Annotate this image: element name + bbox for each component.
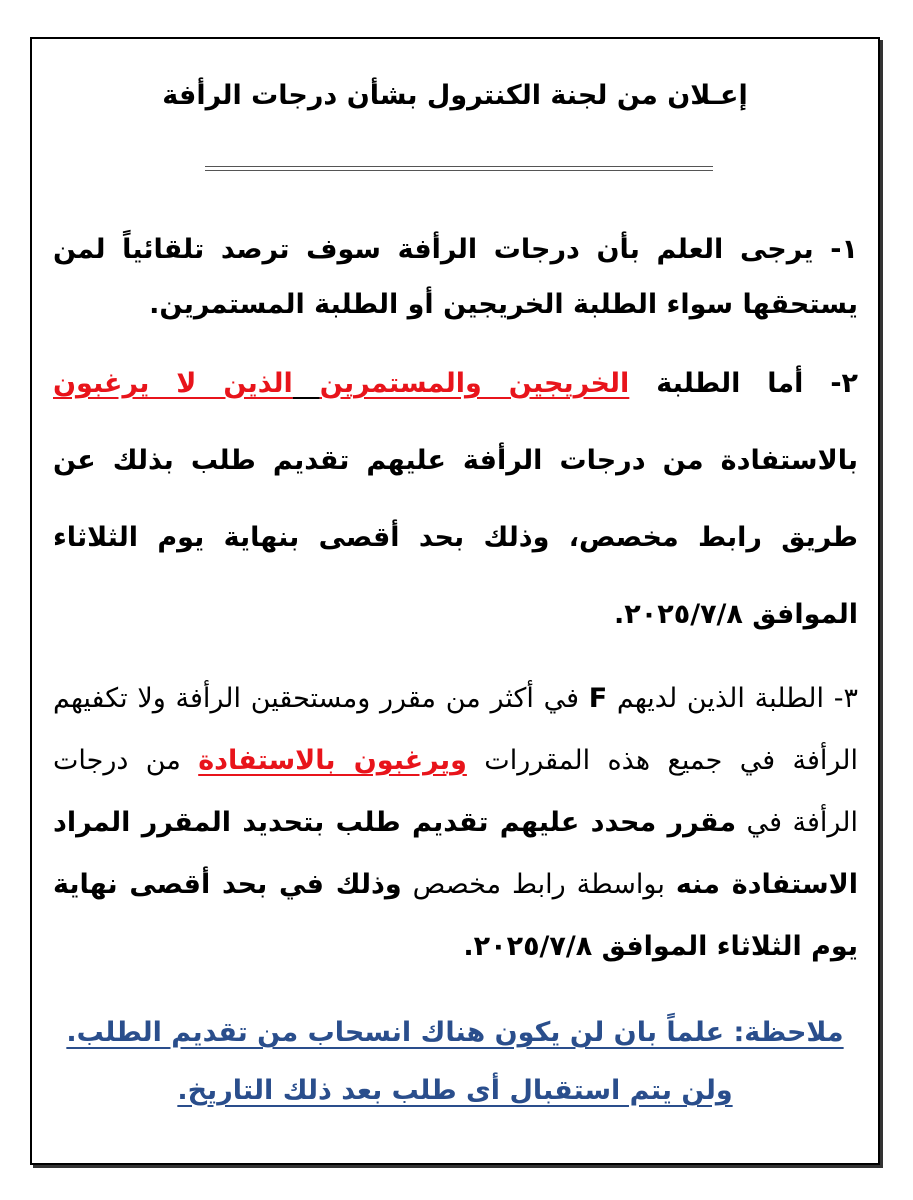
item-2-highlight-graduates: الخريجين والمستمرين <box>319 368 630 399</box>
title-divider-secondary <box>205 170 713 171</box>
item-2-prefix: ٢- أما الطلبة <box>629 368 859 399</box>
announcement-title: إعـلان من لجنة الكنترول بشأن درجات الرأفة <box>162 80 748 111</box>
item-3-grade: F <box>588 683 608 714</box>
note-line-2: ولن يتم استقبال أى طلب بعد ذلك التاريخ. <box>177 1075 733 1106</box>
item-2-paragraph <box>53 345 858 653</box>
item-3-part-1: ٣- الطلبة الذين لديهم <box>607 683 858 714</box>
item-3-bold-1: مقرر محدد عليهم تقديم طلب بتحديد المقرر المراد الاستفادة منه <box>53 807 859 900</box>
item-2-underline-gap <box>293 368 320 399</box>
note-line-1: ملاحظة: علماً بان لن يكون هناك انسحاب من تقديم الطلب. <box>66 1017 844 1048</box>
item-3-bold-2: وذلك في بحد أقصى نهاية يوم الثلاثاء الموافق ٢٠٢٥/٧/٨. <box>53 869 858 962</box>
item-3-paragraph <box>53 668 858 978</box>
item-2-highlight-not-wish: الذين لا يرغبون <box>53 368 293 399</box>
item-1-paragraph: ١- يرجى العلم بأن درجات الرأفة سوف ترصد تلقائياً لمن يستحقها سواء الطلبة الخريجين أو الطلبة المستمرين. <box>53 234 858 320</box>
item-3-highlight-wish: ويرغبون بالاستفادة <box>198 745 467 776</box>
title-divider <box>205 166 713 167</box>
item-3-part-2: في أكثر من مقرر ومستحقين الرأفة ولا تكفيهم الرأفة في جميع هذه المقررات <box>53 683 859 776</box>
item-3-part-4: بواسطة رابط مخصص <box>401 869 676 900</box>
item-3-part-3: من درجات الرأفة في <box>53 745 858 838</box>
item-2-rest: بالاستفادة من درجات الرأفة عليهم تقديم طلب بذلك عن طريق رابط مخصص، وذلك بحد أقصى بنهاية يوم الثلاثاء الموافق ٢٠٢٥/٧/٨. <box>53 445 858 630</box>
